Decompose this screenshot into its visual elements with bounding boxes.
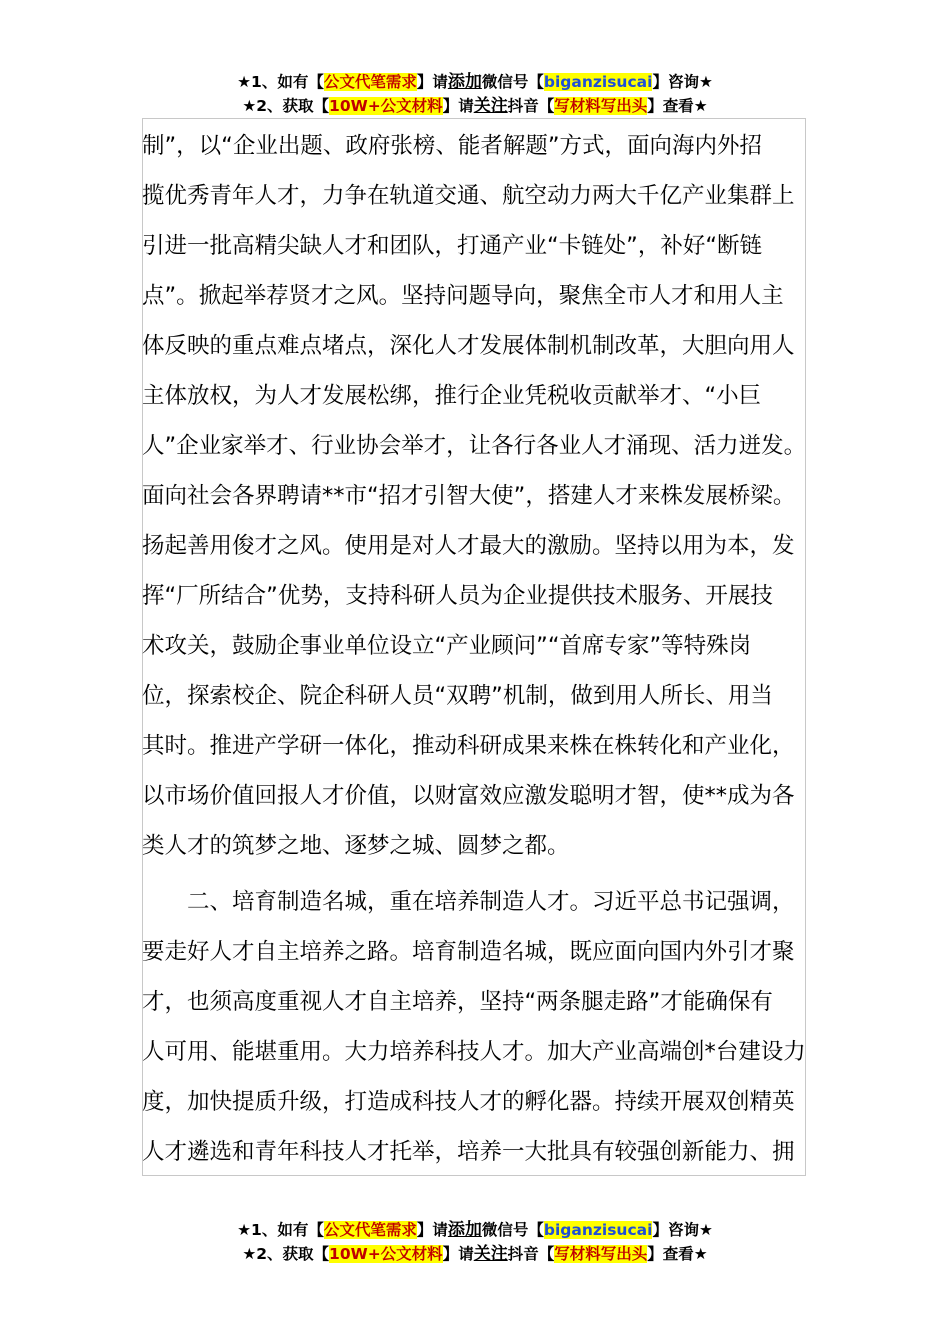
text-line: 以市场价值回报人才价值，以财富效应激发聪明才智，使**成为各 [142, 783, 795, 809]
text-line: 其时。推进产学研一体化，推动科研成果来株在株转化和产业化， [142, 733, 795, 759]
banner-text: ★2、获取【 [242, 1245, 330, 1263]
document-body [142, 121, 812, 1177]
banner-text: 】咨询★ [652, 73, 713, 91]
banner-text: 】请 [442, 1245, 474, 1263]
banner-text: 微信号【 [481, 73, 544, 91]
header-line-1 [0, 70, 950, 94]
wechat-id: biganzisucai [543, 1221, 653, 1239]
banner-emphasis: 添加 [447, 1220, 482, 1240]
highlight-materials: 10W+公文材料 [329, 97, 443, 115]
banner-text: 】查看★ [647, 1245, 708, 1263]
footer-line-2 [0, 1242, 950, 1266]
highlight-materials: 10W+公文材料 [329, 1245, 443, 1263]
header-line-2 [0, 94, 950, 118]
text-line: 人可用、能堪重用。大力培养科技人才。加大产业高端创*台建设力 [142, 1039, 806, 1065]
text-line: 挥“厂所结合”优势，支持科研人员为企业提供技术服务、开展技 [142, 583, 773, 609]
text-line: 揽优秀青年人才，力争在轨道交通、航空动力两大千亿产业集群上 [142, 183, 795, 209]
banner-text: 微信号【 [481, 1221, 544, 1239]
douyin-account: 写材料写出头 [554, 97, 648, 115]
banner-emphasis: 关注 [473, 96, 508, 116]
text-line: 引进一批高精尖缺人才和团队，打通产业“卡链处”，补好“断链 [142, 233, 762, 259]
wechat-id: biganzisucai [543, 73, 653, 91]
banner-emphasis: 添加 [447, 72, 482, 92]
text-line: 位，探索校企、院企科研人员“双聘”机制，做到用人所长、用当 [142, 683, 773, 709]
text-line: 二、培育制造名城，重在培养制造人才。习近平总书记强调， [142, 889, 795, 915]
text-line: 度，加快提质升级，打造成科技人才的孵化器。持续开展双创精英 [142, 1089, 795, 1115]
footer-line-1 [0, 1218, 950, 1242]
text-line: 人才遴选和青年科技人才托举，培养一大批具有较强创新能力、拥 [142, 1139, 795, 1165]
text-line: 体反映的重点难点堵点，深化人才发展体制机制改革，大胆向用人 [142, 333, 795, 359]
footer-banner [0, 1218, 950, 1266]
banner-text: 抖音【 [507, 1245, 555, 1263]
banner-text: 】请 [416, 73, 448, 91]
text-line: 才，也须高度重视人才自主培养，坚持“两条腿走路”才能确保有 [142, 989, 773, 1015]
banner-text: ★2、获取【 [242, 97, 330, 115]
banner-text: ★1、如有【 [237, 1221, 324, 1239]
banner-text: 】请 [442, 97, 474, 115]
highlight-service: 公文代笔需求 [323, 1221, 417, 1239]
douyin-account: 写材料写出头 [554, 1245, 648, 1263]
banner-text: 】咨询★ [652, 1221, 713, 1239]
text-line: 面向社会各界聘请**市“招才引智大使”，搭建人才来株发展桥梁。 [142, 483, 796, 509]
banner-text: 抖音【 [507, 97, 555, 115]
highlight-service: 公文代笔需求 [323, 73, 417, 91]
text-line: 扬起善用俊才之风。使用是对人才最大的激励。坚持以用为本，发 [142, 533, 795, 559]
text-line: 主体放权，为人才发展松绑，推行企业凭税收贡献举才、“小巨 [142, 383, 762, 409]
banner-text: 】查看★ [647, 97, 708, 115]
banner-emphasis: 关注 [473, 1244, 508, 1264]
text-line: 术攻关，鼓励企事业单位设立“产业顾问”“首席专家”等特殊岗 [142, 633, 752, 659]
banner-text: ★1、如有【 [237, 73, 324, 91]
banner-text: 】请 [416, 1221, 448, 1239]
text-line: 制”，以“企业出题、政府张榜、能者解题”方式，面向海内外招 [142, 133, 762, 159]
text-line: 类人才的筑梦之地、逐梦之城、圆梦之都。 [142, 833, 570, 859]
text-line: 人”企业家举才、行业协会举才，让各行各业人才涌现、活力迸发。 [142, 433, 807, 459]
text-line: 点”。掀起举荐贤才之风。坚持问题导向，聚焦全市人才和用人主 [142, 283, 784, 309]
text-line: 要走好人才自主培养之路。培育制造名城，既应面向国内外引才聚 [142, 939, 795, 965]
header-banner [0, 70, 950, 118]
